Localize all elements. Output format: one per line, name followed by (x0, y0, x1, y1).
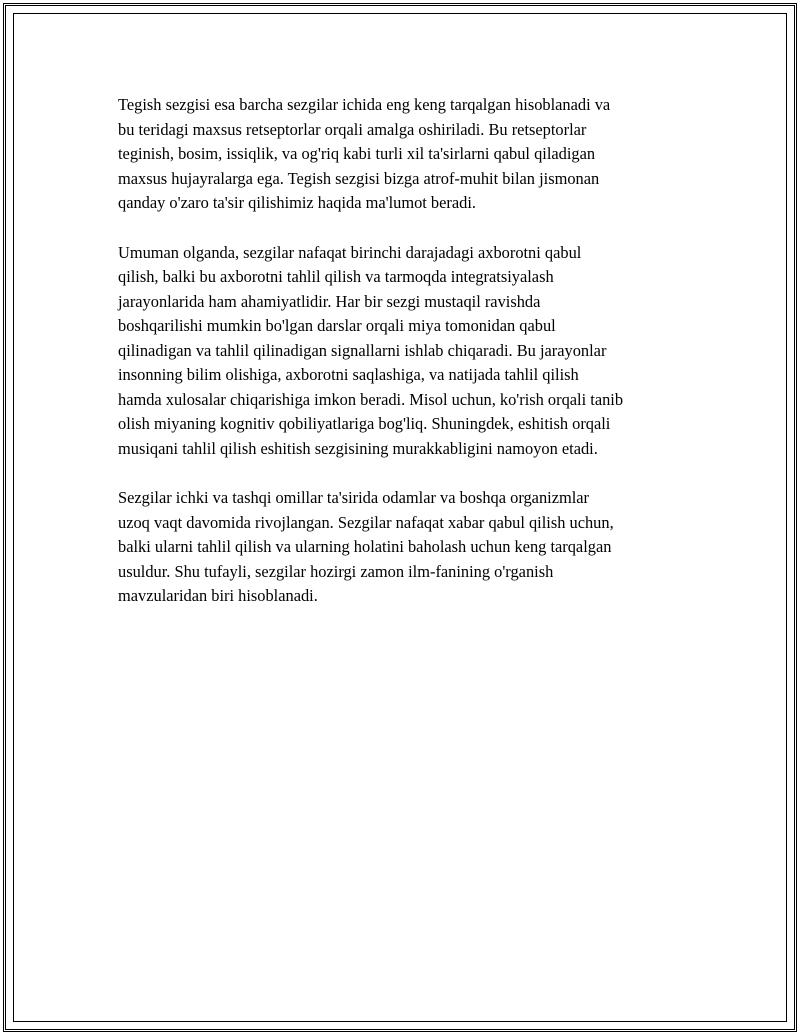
paragraph-touch-sense: Tegish sezgisi esa barcha sezgilar ichida eng keng tarqalgan hisoblanadi va bu teridagi maxsus retseptorlar orqali amalga oshiriladi. Bu retseptorlar teginish, bosim, issiqlik, va og'riq kabi turli xil ta'sirlarni qabul qiladigan maxsus hujayralarga ega. Tegish sezgisi bizga atrof-muhit bilan jismonan qanday o'zaro ta'sir qilishimiz haqida ma'lumot beradi. (118, 95, 611, 212)
document-body (118, 93, 698, 634)
paragraph-senses-evolution: Sezgilar ichki va tashqi omillar ta'sirida odamlar va boshqa organizmlar uzoq vaqt davomida rivojlangan. Sezgilar nafaqat xabar qabul qilish uchun, balki ularni tahlil qilish va ularning holatini baholash uchun keng tarqalgan usuldur. Shu tufayli, sezgilar hozirgi zamon ilm-fanining o'rganish mavzularidan biri hisoblanadi. (118, 488, 614, 605)
paragraph-senses-overview: Umuman olganda, sezgilar nafaqat birinchi darajadagi axborotni qabul qilish, balki bu axborotni tahlil qilish va tarmoqda integratsiyalash jarayonlarida ham ahamiyatlidir. Har bir sezgi mustaqil ravishda boshqarilishi mumkin bo'lgan darslar orqali miya tomonidan qabul qilinadigan va tahlil qilinadigan signallarni ishlab chiqaradi. Bu jarayonlar insonning bilim olishiga, axborotni saqlashiga, va natijada tahlil qilish hamda xulosalar chiqarishiga imkon beradi. Misol uchun, ko'rish orqali tanib olish miyaning kognitiv qobiliyatlariga bog'liq. Shuningdek, eshitish orqali musiqani tahlil qilish eshitish sezgisining murakkabligini namoyon etadi. (118, 242, 624, 458)
